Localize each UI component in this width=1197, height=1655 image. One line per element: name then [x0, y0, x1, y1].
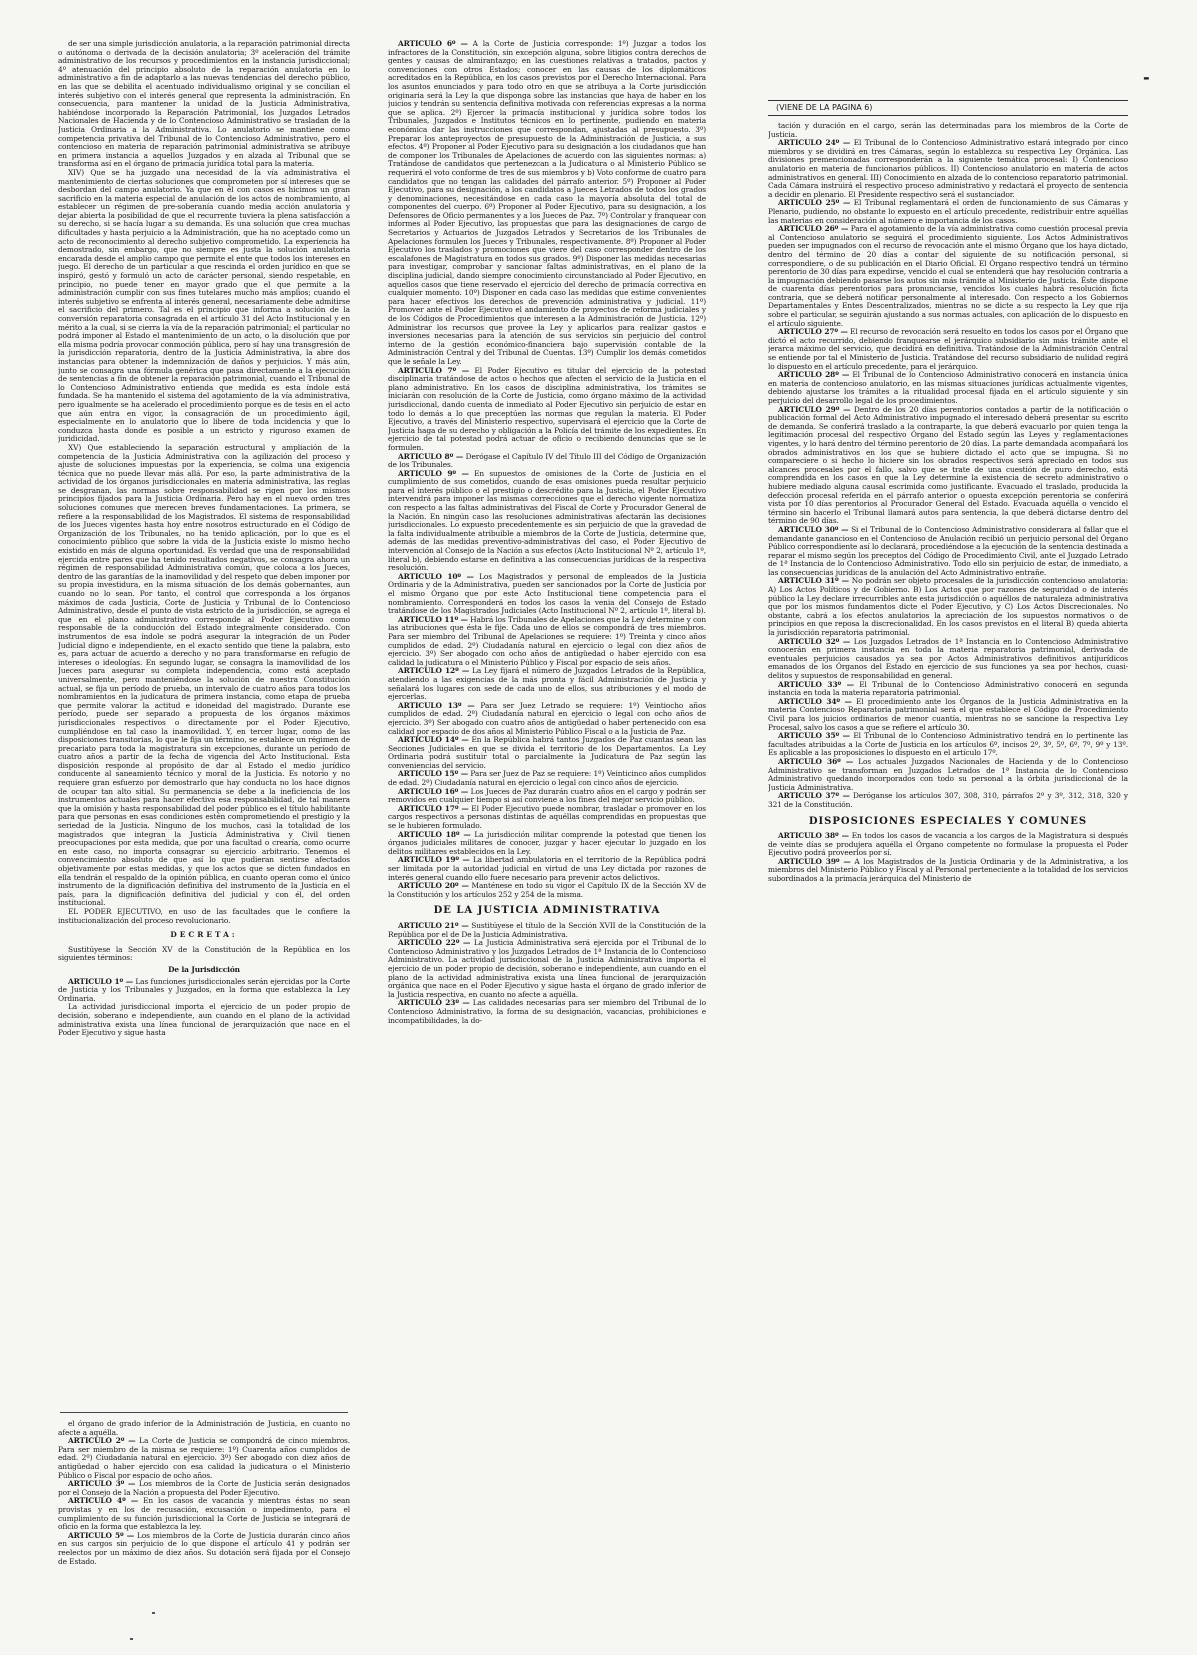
- paragraph: XV) Que estableciendo la separación estructural y ampliación de la competencia de la Justicia Administrativa con la agilización del proceso y ajuste de soluciones impuestas por la experiencia, se colma una exigencia técnica que no puede llevar más allá. Por eso, la parte administrativa de la actividad de los órganos jurisdiccionales en materia administrativa, las reglas se desgranan, las normas sobre responsabilidad se rigen por los mismos principios fijados para la Justicia Ordinaria. Pero hay en el nuevo orden tres soluciones comunes que merecen breves fundamentaciones. La primera, se refiere a la responsabilidad de los Magistrados. El sistema de responsabilidad de los Jueces vigentes hasta hoy entre nosotros estructurado en el Código de Organización de los Tribunales, no ha tenido aplicación, por lo que es el conocimiento público que sobre la vida de la Justicia existe lo mismo hecho existido en más de alguna oportunidad. Es verdad que una de responsabilidad ejercida entre pares que ha tenido resultados negativos, se consagra ahora un régimen de responsabilidad Administrativa común, que coloca a los Jueces, dentro de las garantías de la inamovilidad y del respeto que deben imponer por su propia investidura, en la misma situación de los demás gobernantes, aun cuando no lo sean. Por tanto, el control que corresponda a los órganos máximos de cada Justicia, Corte de Justicia y Tribunal de lo Contencioso Administrativo, desde el punto de vista estricto de la jurisdicción, se agrega el que en el plano administrativo corresponde al Poder Ejecutivo como responsable de la conducción del Estado integralmente considerado. Con instrumentos de esa índole se podrá asegurar la integración de un Poder Judicial digno e independiente, en el exacto sentido que tiene la palabra, esto es, para actuar de acuerdo a derecho y no para transformarse en refugio de intereses o ideologías. En segundo lugar, se consagra la inamovilidad de los Jueces para asegurar su completa independencia, como está aceptado universalmente, pero manteniéndose la solución de nuestra Constitución actual, se fija un período de prueba, un intervalo de cuatro años para todos los nombramientos en la judicatura de primera instancia, como etapa de prueba que permite valorar la actitud e idoneidad del magistrado. Durante ese período, puede ser separado a propuesta de los órganos máximos jurisdiccionales respectivos o directamente por el Poder Ejecutivo, cumpliéndose en tal caso la inamovilidad. Y, en tercer lugar, como de las disposiciones transitorias, lo que le fija un término, se establece un régimen de precariato para toda la magistratura sin excepciones, durante un período de cuatro años a partir de la fecha de vigencia del Acto Institucional. Esta disposición responde al propósito de dar al Estado el medio jurídico conducente al saneamiento técnico y moral de la Justicia. Es notorio y no requiere gran esfuerzo por demostrarlo que hay conducta no los hace dignos de ocupar tan alto sitial. Su permanencia se debe a la ineficiencia de los instrumentos actuales para hacer efectiva esa responsabilidad, de tal manera que la omisión y hasta responsabilidad del poder público es el título habilitante para que personas en esas condiciones estén comprometiendo el prestigio y la seriedad de la Justicia. Ninguno de los muchos, casi la totalidad de los magistrados que integran la Justicia Administrativa y Civil tienen preocupaciones por esta medida, que por una facultad o crearía, como ocurre en este caso, no importa consagrar su ejercicio arbitrario. Tenemos el convencimiento absoluto de que así lo que pudieran sentirse afectados objetivamente por estas medidas, y que los actos que se dicten fundados en ella tendrán el respaldo de la opinión pública, en cuanto operan como el único instrumento de la dignificación definitiva del instrumento de la Justicia en el país, para la dignificación definitiva del judicial y con él, del orden institucional.: [58, 442, 350, 908]
- article-label: ARTICULO 25º —: [778, 198, 851, 208]
- article-label: ARTICULO 16º —: [398, 786, 469, 796]
- article-paragraph: [768, 758, 1128, 792]
- article-paragraph: [768, 832, 1128, 858]
- article-label: ARTICULO 33º —: [778, 679, 854, 689]
- article-text: El Tribunal de lo Contencioso Administrativo tendrá en lo pertinente las facultades atribuidas a la Corte de Justicia en los artículos 6º, incisos 2º, 3º, 5º, 6º, 7º, 9º y 13º. Es aplicable a las proposiciones lo dispuesto en el artículo 17º.: [768, 731, 1128, 758]
- column-2: [388, 40, 706, 1600]
- column-3: [768, 122, 1128, 1622]
- article-text: La Corte de Justicia se compondrá de cinco miembros. Para ser miembro de la misma se requiere: 1º) Cuarenta años cumplidos de edad. 2º) Ciudadanía natural en ejercicio. 3º) Ser abogado con diez años de antigüedad o haber ejercido con esa calidad la judicatura o el Ministerio Público o Fiscal por espacio de ocho años.: [58, 1436, 350, 1480]
- article-label: ARTICULO 37º —: [778, 791, 850, 801]
- article-paragraph: [388, 999, 706, 1025]
- article-paragraph: [768, 526, 1128, 578]
- article-paragraph: [768, 858, 1128, 884]
- article-paragraph: [388, 770, 706, 787]
- article-paragraph: [388, 40, 706, 367]
- article-paragraph: [388, 667, 706, 701]
- article-label: ARTICULO 8º —: [398, 451, 464, 461]
- paragraph: de ser una simple jurisdicción anulatoria, a la reparación patrimonial directa o autónoma o derivada de la decisión anulatoria; 3º aceleración del trámite administrativo de los recursos y procedimientos en la instancia jurisdiccional; 4º atenuación del principio absoluto de la reparación anulatoria en lo administrativo a fin de adaptarlo a las nuevas tendencias del derecho público, en las que se debilita el acentuado individualismo original y se concilian el interés subjetivo con el interés general que representa la administración. En consecuencia, para mantener la unidad de la Justicia Administrativa, habiéndose incorporado la Reparación Patrimonial, los Juzgados Letrados Nacionales de Hacienda y de lo Contencioso Administrativo se trasladan de la Justicia Ordinaria a la Administrativa. Lo anulatorio se mantiene como competencia privativa del Tribunal de lo Contencioso Administrativo, pero el contencioso en materia de reparación patrimonial administrativa se atribuye en primera instancia a aquellos Juzgados y en alzada al Tribunal que se transforma así en el órgano de primacía jurídica total para la materia.: [58, 40, 350, 169]
- article-text: Los miembros de la Corte de Justicia durarán cinco años en sus cargos sin perjuicio de lo que dispone el artículo 41 y podrán ser reelectos por un máximo de diez años. Su dotación será fijada por el Consejo de Estado.: [58, 1530, 350, 1566]
- article-label: ARTICULO 38º —: [778, 831, 849, 841]
- article-label: ARTICULO 30º —: [778, 524, 849, 534]
- article-paragraph: [768, 328, 1128, 371]
- article-paragraph: [768, 199, 1128, 225]
- article-text: No podrán ser objeto procesales de la jurisdicción contencioso anulatoria: A) Los Actos Políticos y de Gobierno. B) Los Actos que por razones de seguridad o de interés público la Ley declare irrecurribles ante esta jurisdicción o aquéllos de naturaleza administrativa que por los mismos fundamentos dicte el Poder Ejecutivo, y C) Los Actos Discrecionales. No obstante, cabrá a los efectos anulatorios la apreciación de los supuestos normativos o de principios en que reposa la discrecionalidad. En los casos previstos en el literal B) queda abierta la jurisdicción reparatoria patrimonial.: [768, 576, 1128, 638]
- scan-speck: [130, 1638, 133, 1640]
- paragraph: Sustitúyese la Sección XV de la Constitución de la República en los siguientes términos:: [58, 944, 350, 963]
- article-label: ARTICULO 9º —: [398, 468, 469, 478]
- article-paragraph: [388, 788, 706, 805]
- article-text: el órgano de grado inferior de la Administración de Justicia, en cuanto no afecte a aquélla.: [58, 1420, 350, 1437]
- paragraph: DE LA JUSTICIA ADMINISTRATIVA: [433, 905, 661, 917]
- article-text: Para el agotamiento de la vía administrativa como cuestión procesal previa al Contencioso anulatorio se seguirá el procedimiento siguiente. Los Actos Administrativos pueden ser impugnados con el recurso de revocación ante el mismo Órgano que los haya dictado, dentro del término de 20 días a contar del siguiente de su notificación personal, si correspondiere, o de su publicación en el Diario Oficial. El Órgano respectivo tendrá un término perentorio de 30 días para expedirse, vencido el cual se entenderá que hay resolución contraria a la impugnación debiendo pasarse los autos sin más trámite al Ministerio de Justicia. Éste dispone de cuarenta días perentorios para pronunciarse, vencidos los cuales habrá resolución ficta contraria, que se deberá notificar personalmente al interesado. Con respecto a los Gobiernos Departamentales y Entes Descentralizados, mientras no se dicte a su respecto la Ley que rija sobre el particular, se seguirán ajustando a sus normas actuales, con aplicación de lo dispuesto en el artículo siguiente.: [768, 224, 1128, 328]
- article-label: ARTICULO 11º —: [398, 614, 468, 624]
- article-label: ARTICULO 36º —: [778, 756, 854, 766]
- article-label: ARTICULO 14º —: [398, 735, 469, 745]
- article-label: ARTICULO 32º —: [778, 636, 851, 646]
- article-paragraph: [58, 978, 350, 1004]
- article-paragraph: [768, 732, 1128, 758]
- article-text: La libertad ambulatoria en el territorio de la República podrá ser limitada por la autoridad judicial en virtud de una Ley dictada por razones de interés general cuando ello fuere necesario para prevenir actos delictivos.: [388, 855, 706, 882]
- article-label: ARTICULO 17º —: [398, 803, 469, 813]
- article-paragraph: [768, 681, 1128, 698]
- article-label: ARTICULO 4º —: [68, 1496, 139, 1506]
- article-paragraph: [388, 831, 706, 857]
- article-paragraph: [768, 139, 1128, 199]
- article-label: ARTICULO 7º —: [398, 365, 470, 375]
- article-text: A la Corte de Justicia corresponde: 1º) Juzgar a todos los infractores de la Constitución, sin excepción alguna, sobre litigios contra derechos de gentes y causas de almirantazgo; en las cuestiones relativas a tratados, pactos y convenciones con otros Estados; conocer en las causas de los diplomáticos acreditados en la República, en los casos previstos por el Derecho Internacional. Para los asuntos enunciados y para todo otro en que se atribuya a la Corte jurisdicción originaria será la Ley la que disponga sobre las instancias que haya de haber en los juicios y tendrán su sentencia definitiva motivada con referencias expresas a la norma que se aplica. 2º) Ejercer la primacía institucional y jurídica sobre todos los Tribunales, Juzgados e Institutos técnicos en lo pertinente, pudiendo en materia económica dar las instrucciones que correspondan, ajustadas al presupuesto. 3º) Preparar los anteproyectos de presupuesto de la Administración de Justicia, a sus efectos. 4º) Proponer al Poder Ejecutivo para su designación a los ciudadanos que han de componer los Tribunales de Apelaciones de acuerdo con las siguientes normas: a) Tratándose de candidatos que pertenezcan a la Judicatura o al Ministerio Público se requerirá el voto conforme de tres de sus miembros y b) Voto conforme de cuatro para candidatos que no tengan las calidades del párrafo anterior. 5º) Proponer al Poder Ejecutivo, para su designación, a los candidatos a Jueces Letrados de todos los grados y denominaciones, necesitándose en cada caso la mayoría absoluta del total de componentes del cuerpo. 6º) Proponer al Poder Ejecutivo, para su designación, a los Defensores de Oficio permanentes y a los Jueces de Paz. 7º) Controlar y franquear con informes al Poder Ejecutivo, las propuestas que para las designaciones de cargo de Secretarios y Actuarios de Juzgados Letrados y Secretarios de los Tribunales de Apelaciones formulen los Jueces y Tribunales, respectivamente. 8º) Proponer al Poder Ejecutivo los traslados y promociones que viere del caso corresponder dentro de los escalafones de Magistratura en todos sus grados. 9º) Disponer las medidas necesarias para investigar, comprobar y sancionar faltas administrativas, en el plano de la disciplina judicial, dando siempre conocimiento circunstanciado al Poder Ejecutivo, en aquellos casos que tiene reservado el ejercicio del derecho de primacía correctiva en cualquier momento. 10º) Disponer en cada caso las medidas que estime convenientes para hacer efectivos los derechos de prevención administrativa y judicial. 11º) Promover ante el Poder Ejecutivo el andamiento de proyectos de reforma judiciales y de los Códigos de Procedimientos que interesen a la Administración de Justicia. 12º) Administrar los recursos que provee la Ley y aplicarlos para realizar gastos e inversiones necesarias para la atención de sus servicios sin perjuicio del control interno de la gestión económico-financiera bajo supervisión contable de la Administración Central y del Tribunal de Cuentas. 13º) Cumplir los demás cometidos que le señale la Ley.: [388, 40, 706, 366]
- article-paragraph: [58, 1532, 350, 1566]
- article-label: ARTICULO 1º —: [68, 976, 133, 986]
- article-label: ARTICULO 27º —: [778, 327, 848, 337]
- paragraph: XIV) Que se ha juzgado una necesidad de la vía administrativa el mantenimiento de ciertas soluciones que comprometen por sí intereses que se desbordan del campo anulatorio. Ya que en él con casos es hicimos un gran sacrificio en la materia especial de anulación de los actos de nombramiento, al establecer un régimen de pre-soberanía cuando media acción anulatoria y dejar abierta la posibilidad de que el recurrente tuviera la plena satisfacción a su derecho, si se hacía lugar a su demanda. Es una solución que crea muchas dificultades y hasta perjuicio a la Administración, que ha no aceptado como un acto de reconocimiento al derecho subjetivo comprometido. La experiencia ha demostrado, sin embargo, que no siempre es justa la solución anulatoria encarada desde el amplio campo que permite el ente que todos los intereses en juego. El derecho de un particular a que rescinda el orden jurídico en que se inspiró, gestó y formuló un acto de carácter personal, siendo respetable, en principio, no puede tener en mayor grado que el que permite a la administración cumplir con sus fines tutelares mucho más amplios; cuando el interés subjetivo se enfrenta al interés general, necesariamente debe admitirse el sacrificio del primero. Tal es el principio que informa a solución de la conversión reparatoria consagrada en el artículo 31 del Acto Institucional y en mérito a la cual, si se cierra la vía de la reparación patrimonial; el particular no podrá imponer al Estado el mantenimiento de un acto, o la disolución que por ella misma podría provocar conmoción pública, pero sí hay una transgresión de la jurisdicción reparatoria, dentro de la Justicia Administrativa, la abre dos instancias para obtener la indemnización de daños y perjuicios. Y más aún, junto se consagra una fórmula genérica que pasa directamente a la ejecución de sentencias a fin de obtener la reparación patrimonial, cuando el Tribunal de lo Contencioso Administrativo entienda que medida es esta índole está fundada. Se ha mantenido el sistema del agotamiento de la vía administrativa, pero igualmente se ha acelerado el procedimiento porque es de tesis en el acto que aún entra en vigor, la consagración de un procedimiento ágil, especialmente en lo anulatorio que lo libere de toda incidencia y que lo conduzca hasta donde es posible a un estricto y riguroso examen de juridicidad.: [58, 167, 350, 444]
- article-paragraph: [388, 702, 706, 736]
- article-text: Los Magistrados y personal de empleados de la Justicia Ordinaria y de la Administrativa, pueden ser sancionados por la Corte de Justicia por el mismo Órgano que por este Acto Institucional tiene competencia para el nombramiento. Corresponderá en todos los casos la venia del Consejo de Estado tratándose de los Magistrados Judiciales (Acto Institucional Nº 2, artículo 1º, literal b).: [388, 571, 706, 616]
- article-label: ARTICULO 35º —: [778, 731, 850, 741]
- article-paragraph: [388, 856, 706, 882]
- paragraph: De la Jurisdicción: [168, 964, 240, 974]
- article-text: Los Juzgados Letrados de 1ª Instancia en lo Contencioso Administrativo conocerán en primera instancia en toda la materia reparatoria patrimonial, derivada de eventuales perjuicios causados ya sea por Actos Administrativos definitivos antijurídicos emanados de los Órganos del Estado en ejercicio de sus funciones ya sea por hechos, cuasi-delitos y supuestos de responsabilidad en general.: [768, 636, 1128, 680]
- article-paragraph: [388, 939, 706, 999]
- paragraph: DISPOSICIONES ESPECIALES Y COMUNES: [808, 815, 1088, 827]
- article-label: ARTICULO 13º —: [398, 700, 475, 710]
- article-label: ARTICULO 12º —: [398, 666, 470, 676]
- article-label: ARTICULO 15º —: [398, 769, 468, 779]
- article-text: El procedimiento ante los Órganos de la Justicia Administrativa en la materia Contencioso Reparatoria patrimonial será el que establece el Código de Procedimiento Civil para los juicios ordinarios de menor cuantía, mientras no se sancione la respectiva Ley Procesal, salvo los casos a que se refiere el artículo 30.: [768, 696, 1128, 732]
- article-label: ARTICULO 2º —: [68, 1436, 136, 1446]
- article-label: ARTICULO 31º —: [778, 576, 849, 586]
- article-paragraph: [58, 1003, 350, 1037]
- article-paragraph: [388, 470, 706, 573]
- article-text: A los Magistrados de la Justicia Ordinaria y de la Administrativa, a los miembros del Ministerio Público y Fiscal y al Personal perteneciente a la totalidad de los servicios subordinados a la primacía jerárquica del Ministerio de: [768, 856, 1128, 884]
- article-text: El Tribunal de lo Contencioso Administrativo conocerá en segunda instancia en toda la materia reparatoria patrimonial.: [768, 679, 1128, 698]
- article-paragraph: [768, 122, 1128, 139]
- article-text: En la República habrá tantos Juzgados de Paz cuantas sean las Secciones Judiciales en que se divida el territorio de los Departamentos. La Ley Ordinaria podrá sustituir total o parcialmente la Judicatura de Paz según las conveniencias del servicio.: [388, 735, 706, 770]
- article-paragraph: [768, 638, 1128, 681]
- article-text: Derógase el Capítulo IV del Título III del Código de Organización de los Tribunales.: [388, 451, 706, 470]
- continued-from-label: (VIENE DE LA PAGINA 6): [768, 100, 1128, 116]
- article-paragraph: [768, 698, 1128, 732]
- article-text: Manténese en todo su vigor el Capítulo IX de la Sección XV de la Constitución y los artículos 252 y 254 de la misma.: [388, 881, 706, 899]
- article-paragraph: [388, 616, 706, 668]
- article-text: La Justicia Administrativa será ejercida por el Tribunal de lo Contencioso Administrativo y los Juzgados Letrados de 1ª Instancia de lo Contencioso Administrativo. La actividad jurisdiccional de la Justicia Administrativa importa el ejercicio de un poder propio de decisión, soberano e independiente, aun cuando en el plano de la actividad administrativa exista una línea funcional de jerarquización orgánica que nace en el Poder Ejecutivo y sigue hasta el órgano de grado inferior de la Justicia respectiva, en cuanto no afecte a aquélla.: [388, 938, 706, 999]
- article-paragraph: [768, 577, 1128, 637]
- article-text: En supuestos de omisiones de la Corte de Justicia en el cumplimiento de sus cometidos, cuando de esas omisiones pueda resultar perjuicio para el interés público o el prestigio o descrédito para la Justicia, el Poder Ejecutivo intervendrá para imponer las mismas correcciones que el derecho vigente normatiza con respecto a las faltas administrativas del Fiscal de Corte y Procurador General de la Nación. En ningún caso las resoluciones administrativas afectarán las decisiones jurisdiccionales. Lo expuesto precedentemente es sin perjuicio de que la gravedad de la falta individualmente atribuible a miembros de la Corte de Justicia, determine que, además de las medidas preventivo-administrativas del caso, el Poder Ejecutivo de intervención al Consejo de la Nación a sus efectos (Acto Institucional Nº 2, artículo 1º, literal b), debiendo estarse en definitiva a las consecuencias jurídicas de la respectiva resolución.: [388, 468, 706, 573]
- article-text: Las funciones jurisdiccionales serán ejercidas por la Corte de Justicia y los Tribunales y Juzgados, en la forma que establezca la Ley Ordinaria.: [58, 976, 350, 1003]
- article-label: ARTICULO 10º —: [398, 571, 474, 581]
- column-1-bottom: [58, 1420, 350, 1595]
- article-label: ARTICULO 20º —: [398, 881, 469, 891]
- article-text: Dentro de los 20 días perentorios contados a partir de la notificación o publicación formal del Acto Administrativo impugnado el interesado deberá presentar su escrito de demanda. Se conferirá traslado a la contraparte, la que deberá evacuarlo por quien tenga la legitimación procesal del respectivo Órgano del Estado según las Leyes y reglamentaciones vigentes, y lo hará dentro del término perentorio de 20 días. La parte demandada acompañará los obrados administrativos en los que se hubiere dictado el acto que se impugna. Si no compareciere o si hecho lo hiciere sin los obrados respectivos será apreciado en todos sus alcances procesales por el fallo, salvo que se trate de una cuestión de puro derecho, está comprendida en los casos en que la Ley determine la existencia de secreto administrativo o hubiere mediado alguna causal escrimida como justificante. Evacuado el traslado, producida la defección procesal referida en el párrafo anterior o opuesta excepción perentoria se conferirá vista por 10 días perentorios al Procurador General del Estado. Evacuada aquélla o vencido el término sin hacerlo el Tribunal llamará autos para sentencia, la que deberá dictarse dentro del término de 90 días.: [768, 404, 1128, 526]
- article-label: ARTICULO 21º —: [398, 920, 469, 930]
- article-text: En los casos de vacancia y mientras éstas no sean provistas y en los de recusación, excusación o impedimento, para el cumplimiento de su función jurisdiccional la Corte de Justicia se integrará de oficio en la forma que establezca la ley.: [58, 1496, 350, 1532]
- article-text: El Poder Ejecutivo puede nombrar, trasladar o promover en los cargos respectivos a personas distintas de aquéllas comprendidas en propuestas que se le hubieren formulado.: [388, 803, 706, 831]
- article-paragraph: [58, 1420, 350, 1437]
- article-paragraph: [388, 453, 706, 470]
- article-label: ARTICULO 34º —: [778, 696, 852, 706]
- article-text: Deróganse los artículos 307, 308, 310, párrafos 2º y 3º, 312, 318, 320 y 321 de la Constitución.: [768, 791, 1128, 809]
- article-text: Los miembros de la Corte de Justicia serán designados por el Consejo de la Nación a propuesta del Poder Ejecutivo.: [58, 1479, 350, 1497]
- paragraph: EL PODER EJECUTIVO, en uso de las facultades que le confiere la institucionalización del proceso revolucionario.: [58, 906, 350, 925]
- article-paragraph: [58, 1497, 350, 1531]
- column-divider: [60, 1412, 348, 1413]
- article-label: ARTICULO 39º —: [778, 856, 851, 866]
- article-label: ARTICULO 18º —: [398, 829, 471, 839]
- article-text: El Tribunal reglamentará el orden de funcionamiento de sus Cámaras y Plenario, pudiendo, no obstante lo expuesto en el artículo precedente, redistribuir entre aquéllas las materias en consideración al número e importancia de los casos.: [768, 198, 1128, 225]
- article-text: La jurisdicción militar comprende la potestad que tienen los órganos judiciales militares de conocer, juzgar y hacer ejecutar lo juzgado en los delitos militares establecidos en la Ley.: [388, 829, 706, 856]
- article-paragraph: [768, 371, 1128, 405]
- article-text: El recurso de revocación será resuelto en todos los casos por el Órgano que dictó el acto recurrido, debiendo franquearse el jerárquico subsidiario sin más trámite ante el jerarca máximo del servicio, que decidirá en definitiva. Tratándose de la Administración Central se entiende por tal el Ministerio de Justicia. Tratándose del recurso subsidiario de nulidad regirá lo dispuesto en el artículo precedente, para el jerárquico.: [768, 327, 1128, 371]
- article-text: Los Jueces de Paz durarán cuatro años en el cargo y podrán ser removidos en cualquier tiempo si así conviene a los fines del mejor servicio público.: [388, 786, 706, 805]
- article-paragraph: [768, 406, 1128, 526]
- article-text: La Ley fijará el número de Juzgados Letrados de la República, atendiendo a las exigencias de la más pronta y fácil Administración de Justicia y señalará los lugares con sede de cada uno de ellos, sus atribuciones y el modo de ejercerlas.: [388, 666, 706, 702]
- article-label: ARTICULO 3º —: [68, 1479, 136, 1489]
- article-paragraph: [388, 805, 706, 831]
- article-paragraph: [388, 573, 706, 616]
- article-paragraph: [58, 1437, 350, 1480]
- article-paragraph: [768, 225, 1128, 328]
- article-text: Habrá los Tribunales de Apelaciones que la Ley determine y con las atribuciones que ésta le fije. Cada uno de ellos se compondrá de tres miembros. Para ser miembro del Tribunal de Apelaciones se requiere: 1º) Treinta y cinco años cumplidos de edad. 2º) Ciudadanía natural en ejercicio o legal con diez años de ejercicio. 3º) Ser abogado con ocho años de antigüedad o haber ejercido con esa calidad la judicatura o el Ministerio Público y Fiscal por espacio de seis años.: [388, 614, 706, 667]
- article-paragraph: [388, 922, 706, 939]
- article-label: ARTICULO 6º —: [398, 40, 468, 48]
- article-text: tación y duración en el cargo, serán las determinadas para los miembros de la Corte de Justicia.: [768, 122, 1128, 139]
- article-text: Los actuales Juzgados Nacionales de Hacienda y de lo Contencioso Administrativo se transforman en Juzgados Letrados de 1ª Instancia de lo Contencioso Administrativo quedando incorporados con todo su personal a la órbita jurisdiccional de la Justicia Administrativa.: [768, 756, 1128, 792]
- article-label: ARTICULO 28º —: [778, 370, 850, 380]
- column-1: [58, 40, 350, 1410]
- article-paragraph: [58, 1480, 350, 1497]
- article-label: ARTICULO 24º —: [778, 138, 851, 148]
- article-text: El Tribunal de lo Contencioso Administrativo conocerá en instancia única en materia de contencioso anulatorio, en las mismas situaciones jurídicas actualmente vigentes, debiendo ajustarse los trámites a la ritualidad procesal fijada en el artículo siguiente y sin perjuicio del desarrollo legal de los procedimientos.: [768, 370, 1128, 405]
- article-text: La actividad jurisdiccional importa el ejercicio de un poder propio de decisión, soberano e independiente, aun cuando en el plano de la actividad administrativa exista una línea funcional de jerarquización que nace en el Poder Ejecutivo y sigue hasta: [58, 1002, 350, 1038]
- article-label: ARTICULO 19º —: [398, 855, 470, 865]
- article-text: Para ser Juez de Paz se requiere: 1º) Veinticinco años cumplidos de edad. 2º) Ciudadanía natural en ejercicio o legal con cinco años de ejercicio.: [388, 769, 706, 788]
- article-paragraph: [388, 882, 706, 899]
- article-paragraph: [388, 367, 706, 453]
- article-paragraph: [388, 736, 706, 770]
- article-label: ARTICULO 22º —: [398, 938, 471, 948]
- article-text: Sustitúyese el título de la Sección XVII de la Constitución de la República por el de De la Justicia Administrativa.: [388, 920, 706, 939]
- article-text: Para ser Juez Letrado se requiere: 1º) Veintiocho años cumplidos de edad. 2º) Ciudadanía natural en ejercicio o legal con ocho años de ejercicio. 3º) Ser abogado con cuatro años de antigüedad o haber pertenecido con esa calidad por espacio de dos años al Ministerio Público Fiscal o a la Justicia de Paz.: [388, 700, 706, 736]
- article-text: Si el Tribunal de lo Contencioso Administrativo considerara al fallar que el demandante ganancioso en el Contencioso de Anulación recibió un perjuicio personal del Órgano Público correspondiente así lo declarará, procediéndose a la ejecución de la sentencia destinada a reparar el mismo según los preceptos del Código de Procedimiento Civil, ante el Juzgado Letrado de 1ª Instancia de lo Contencioso Administrativo. Todo ello sin perjuicio de estar, de inmediato, a las consecuencias jurídicas de la anulación del Acto Administrativo entrañe.: [768, 524, 1128, 577]
- article-label: ARTICULO 23º —: [398, 998, 470, 1008]
- scan-speck: [152, 1612, 155, 1614]
- paragraph: DECRETA:: [170, 930, 238, 940]
- article-paragraph: [768, 792, 1128, 809]
- article-text: El Poder Ejecutivo es titular del ejercicio de la potestad disciplinaria tratándose de actos o hechos que afecten el servicio de la Justicia en el plano administrativo. En los casos de disciplina administrativa, los trámites se iniciarán con resolución de la Corte de Justicia, como órgano máximo de la actividad jurisdiccional, dando cuenta de inmediato al Poder Ejecutivo sin perjuicio de estar en todo lo demás a lo que preceptúen las normas que regulan la materia. El Poder Ejecutivo, a través del Ministerio respectivo, supervisará el ejercicio que la Corte de Justicia haga de su derecho y obligación a la Policía del trámite de los expedientes. En ejercicio de tal potestad podrá actuar de oficio o recibiendo denuncias que se le formulen.: [388, 365, 706, 452]
- article-label: ARTICULO 26º —: [778, 224, 849, 234]
- page-mark-dash: -: [1143, 68, 1150, 87]
- article-label: ARTICULO 29º —: [778, 404, 851, 414]
- article-text: El Tribunal de lo Contencioso Administrativo estará integrado por cinco miembros y se dividirá en tres Cámaras, según lo establezca su respectiva Ley Orgánica. Las divisiones premencionadas corresponderán a la siguiente temática procesal: I) Contencioso anulatorio en materia de funcionarios públicos. II) Contencioso anulatorio en materia de actos administrativos en general. III) Conocimiento en alzada de lo contencioso reparatorio patrimonial. Cada Cámara instruirá el respectivo proceso administrativo y redactará el proyecto de sentencia a decidir en plenario. El Presidente respectivo será el sustanciador.: [768, 138, 1128, 199]
- article-label: ARTICULO 5º —: [68, 1530, 135, 1540]
- article-text: Las calidades necesarias para ser miembro del Tribunal de lo Contencioso Administrativo, la forma de su designación, vacancias, prohibiciones e incompatibilidades, la do-: [388, 998, 706, 1025]
- article-text: En todos los casos de vacancia a los cargos de la Magistratura si después de veinte días se produjera aquélla el Órgano competente no formulase la propuesta el Poder Ejecutivo podrá proveerlos por sí.: [768, 831, 1128, 858]
